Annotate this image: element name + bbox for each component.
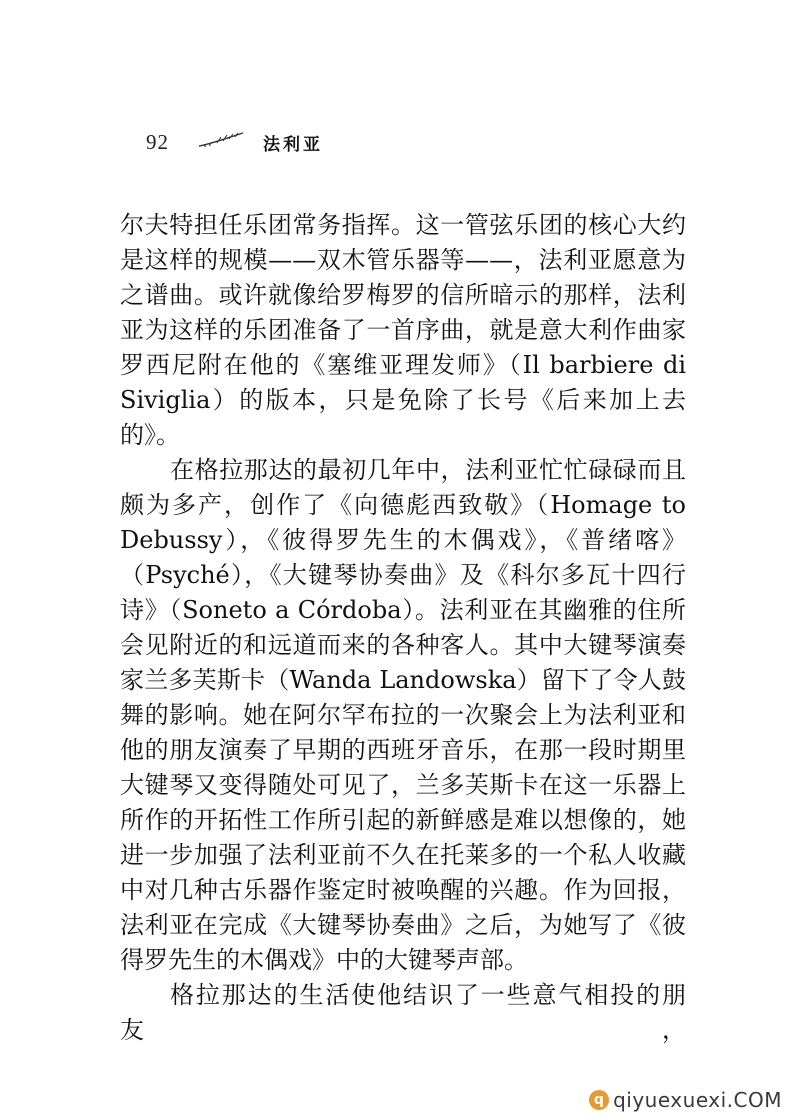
- body-text: [120, 208, 686, 1048]
- paragraph: 格拉那达的生活使他结识了一些意气相投的朋友，: [120, 981, 686, 1044]
- page-number: 92: [146, 129, 169, 154]
- watermark-text: qiyuexuexi.COM: [613, 1088, 782, 1112]
- q-logo-icon: q: [589, 1090, 609, 1110]
- page-header: [146, 126, 323, 158]
- paragraph: 在格拉那达的最初几年中，法利亚忙忙碌碌而且颇为多产，创作了《向德彪西致敬》（Homage to Debussy），《彼得罗先生的木偶戏》，《普绪喀》（Psyché），《大键琴协奏曲》及《科尔多瓦十四行诗》（Soneto a Córdoba）。法利亚在其幽雅的住所会见附近的和远道而来的各种客人。其中大键琴演奏家兰多芙斯卡（Wanda Landowska）留下了令人鼓舞的影响。她在阿尔罕布拉的一次聚会上为法利亚和他的朋友演奏了早期的西班牙音乐，在那一段时期里大键琴又变得随处可见了，兰多芙斯卡在这一乐器上所作的开拓性工作所引起的新鲜感是难以想像的，她进一步加强了法利亚前不久在托莱多的一个私人收藏中对几种古乐器作鉴定时被唤醒的兴趣。作为回报，法利亚在完成《大键琴协奏曲》之后，为她写了《彼得罗先生的木偶戏》中的大键琴声部。: [120, 456, 686, 974]
- paragraph: 尔夫特担任乐团常务指挥。这一管弦乐团的核心大约是这样的规模——双木管乐器等——，法利亚愿意为之谱曲。或许就像给罗梅罗的信所暗示的那样，法利亚为这样的乐团准备了一首序曲，就是意大利作曲家罗西尼附在他的《塞维亚理发师》（Il barbiere di Siviglia）的版本，只是免除了长号《后来加上去的》。: [120, 211, 686, 449]
- site-watermark: [589, 1088, 782, 1112]
- running-title: 法利亚: [263, 134, 323, 155]
- quill-ornament-icon: [197, 131, 245, 153]
